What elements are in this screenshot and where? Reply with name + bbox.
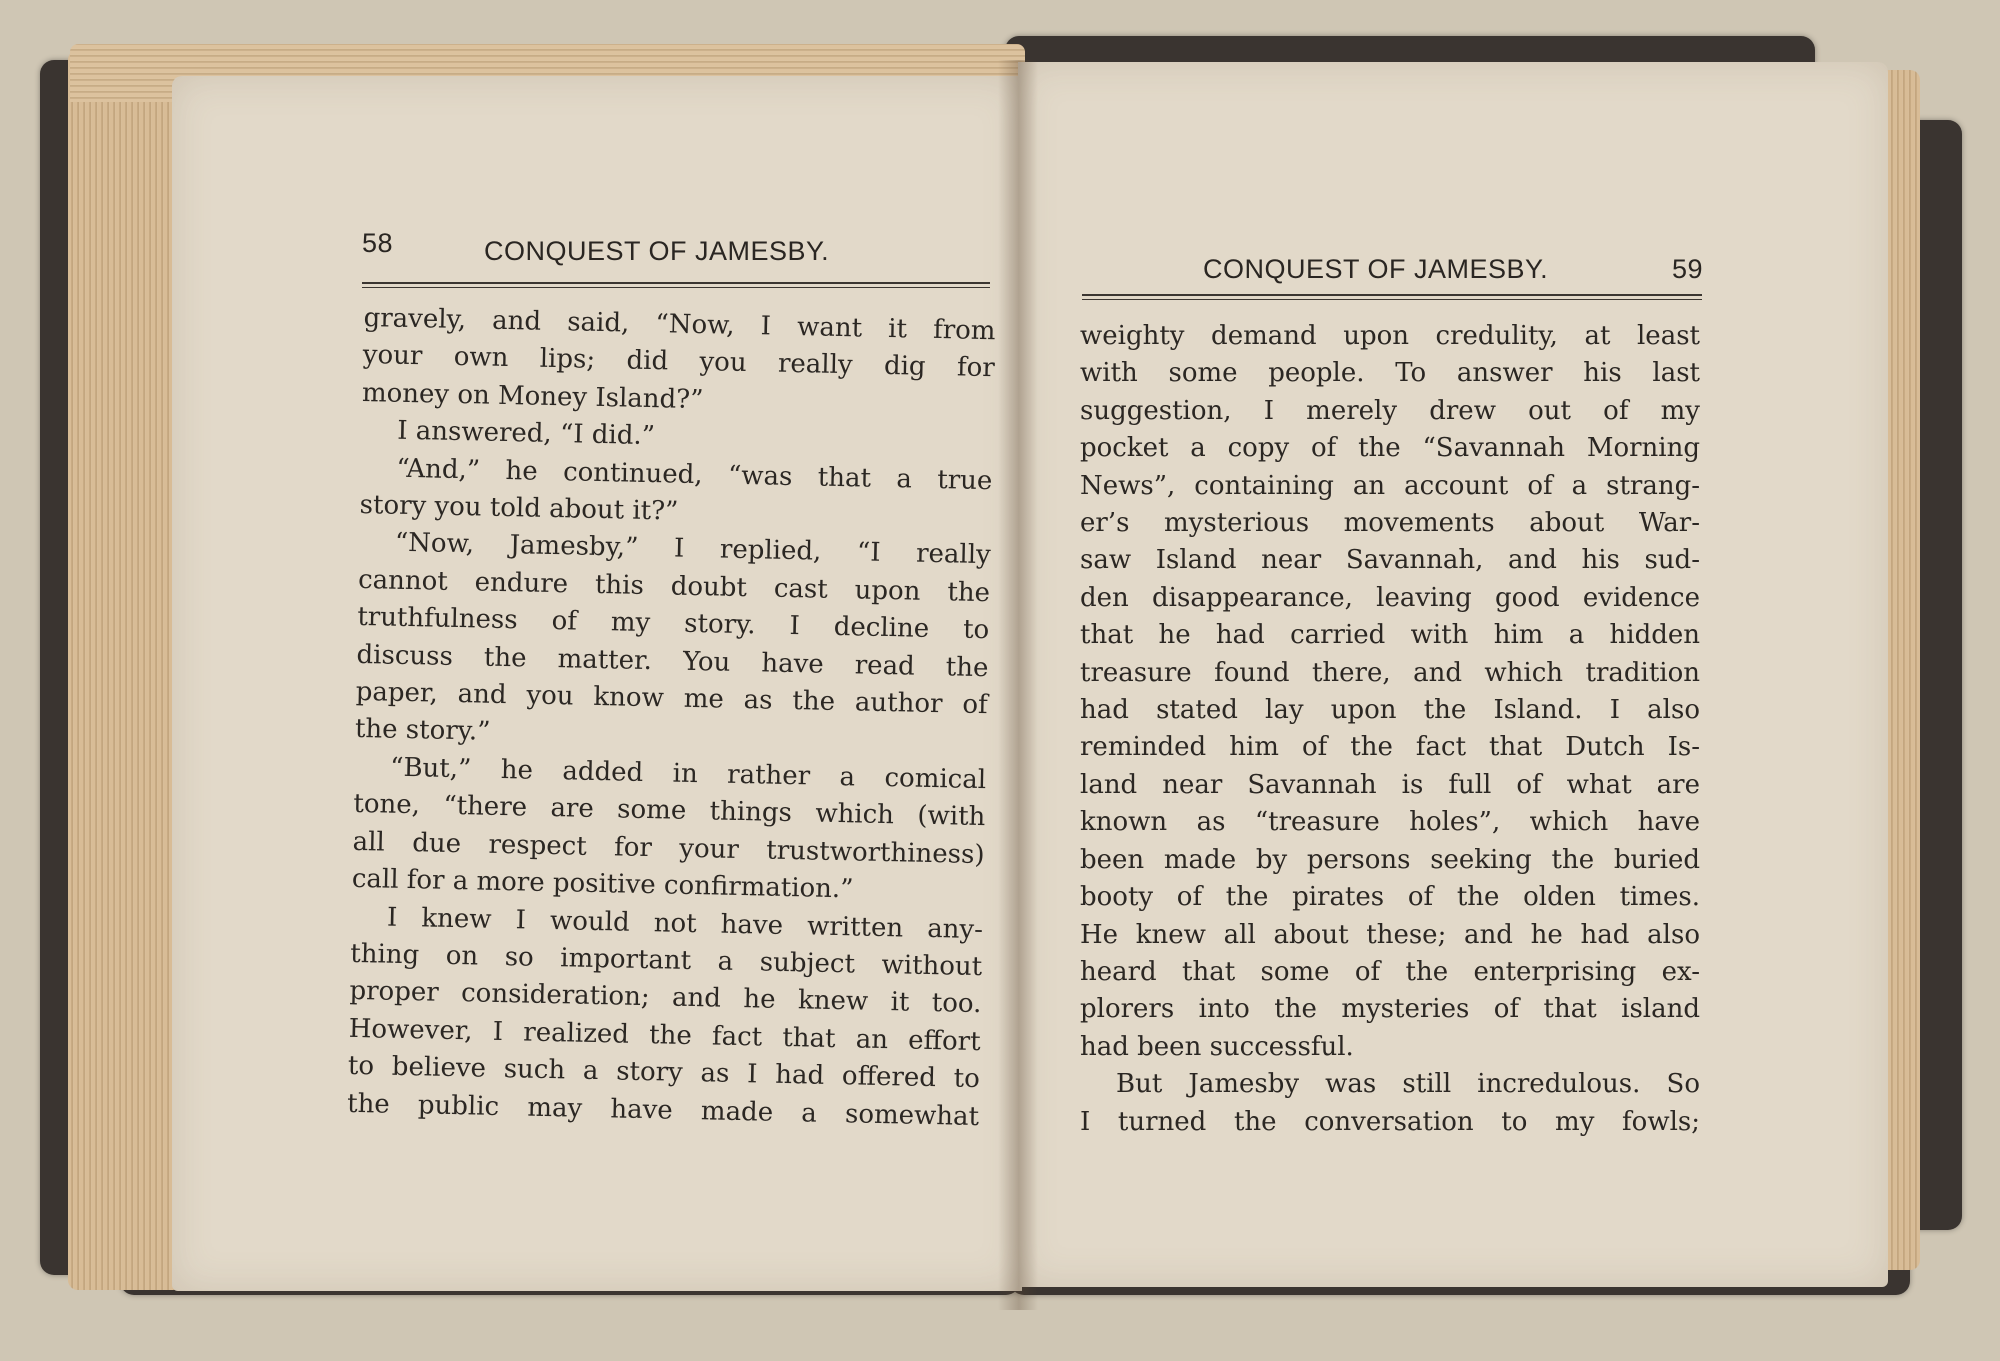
text-line: had stated lay upon the Island. I also [1080,695,1700,726]
text-line: plorers into the mysteries of that island [1080,994,1700,1025]
text-line: cannot endure this doubt cast upon the [357,564,991,609]
text-line: the public may have made a somewhat [346,1088,980,1132]
text-line: story you told about it?” [359,489,679,527]
right-body-text [1080,318,1700,1141]
text-line: all due respect for your trustworthiness) [352,826,985,870]
text-line: I turned the conversation to my fowls; [1080,1106,1700,1137]
text-line: paper, and you know me as the author of [355,676,988,721]
text-line: However, I realized the fact that an effort [348,1013,981,1057]
text-line: with some people. To answer his last [1080,358,1700,389]
right-page-number: 59 [1672,254,1704,284]
text-line: den disappearance, leaving good evidence [1080,582,1700,613]
left-header-rule [362,282,990,288]
text-line: pocket a copy of the “Savannah Morning [1080,433,1700,464]
text-line: gravely, and said, “Now, I want it from [363,302,996,347]
text-line: He knew all about these; and he had also [1080,919,1700,950]
text-line: treasure found there, and which tradition [1080,657,1700,688]
left-page-number: 58 [362,228,394,258]
text-line: I knew I would not have written any- [386,902,984,945]
right-running-head: CONQUEST OF JAMESBY. [1203,254,1549,284]
text-line: heard that some of the enterprising ex- [1080,956,1700,987]
text-line: tone, “there are some things which (with [353,789,986,833]
left-running-head: CONQUEST OF JAMESBY. [484,236,830,266]
right-header-rule [1082,294,1702,300]
left-page-edges [68,50,188,1290]
text-line: truthfulness of my story. I decline to [357,602,990,646]
gutter-shadow [998,60,1038,1310]
text-line: News”, containing an account of a strang- [1080,470,1700,501]
text-line: the story.” [354,714,491,748]
text-line: discuss the matter. You have read the [356,639,989,683]
text-line: your own lips; did you really dig for [362,340,996,384]
text-line: saw Island near Savannah, and his sud- [1080,545,1700,576]
text-line: “But,” he added in rather a comical [389,752,987,796]
text-line: reminded him of the fact that Dutch Is- [1080,732,1700,763]
left-body-text [347,300,996,1136]
text-line: thing on so important a subject without [349,938,983,982]
text-line: to believe such a story as I had offered to [347,1050,981,1095]
text-line: proper consideration; and he knew it too. [349,976,982,1020]
text-line: land near Savannah is full of what are [1080,769,1700,800]
text-line: er’s mysterious movements about War- [1080,508,1700,539]
text-line: had been successful. [1080,1031,1354,1062]
text-line: “And,” he continued, “was that a true [396,453,993,496]
text-line: that he had carried with him a hidden [1080,620,1700,651]
text-line: suggestion, I merely drew out of my [1080,395,1700,426]
text-line: But Jamesby was still incredulous. So [1116,1069,1700,1100]
text-line: known as “treasure holes”, which have [1080,807,1700,838]
text-line: weighty demand upon credulity, at least [1080,321,1700,351]
text-line: call for a more positive confirmation.” [351,863,854,905]
text-line: been made by persons seeking the buried [1080,844,1700,875]
text-line: “Now, Jamesby,” I replied, “I really [394,528,992,571]
text-line: I answered, “I did.” [396,415,656,452]
text-line: money on Money Island?” [361,377,704,415]
text-line: booty of the pirates of the olden times. [1080,882,1700,913]
